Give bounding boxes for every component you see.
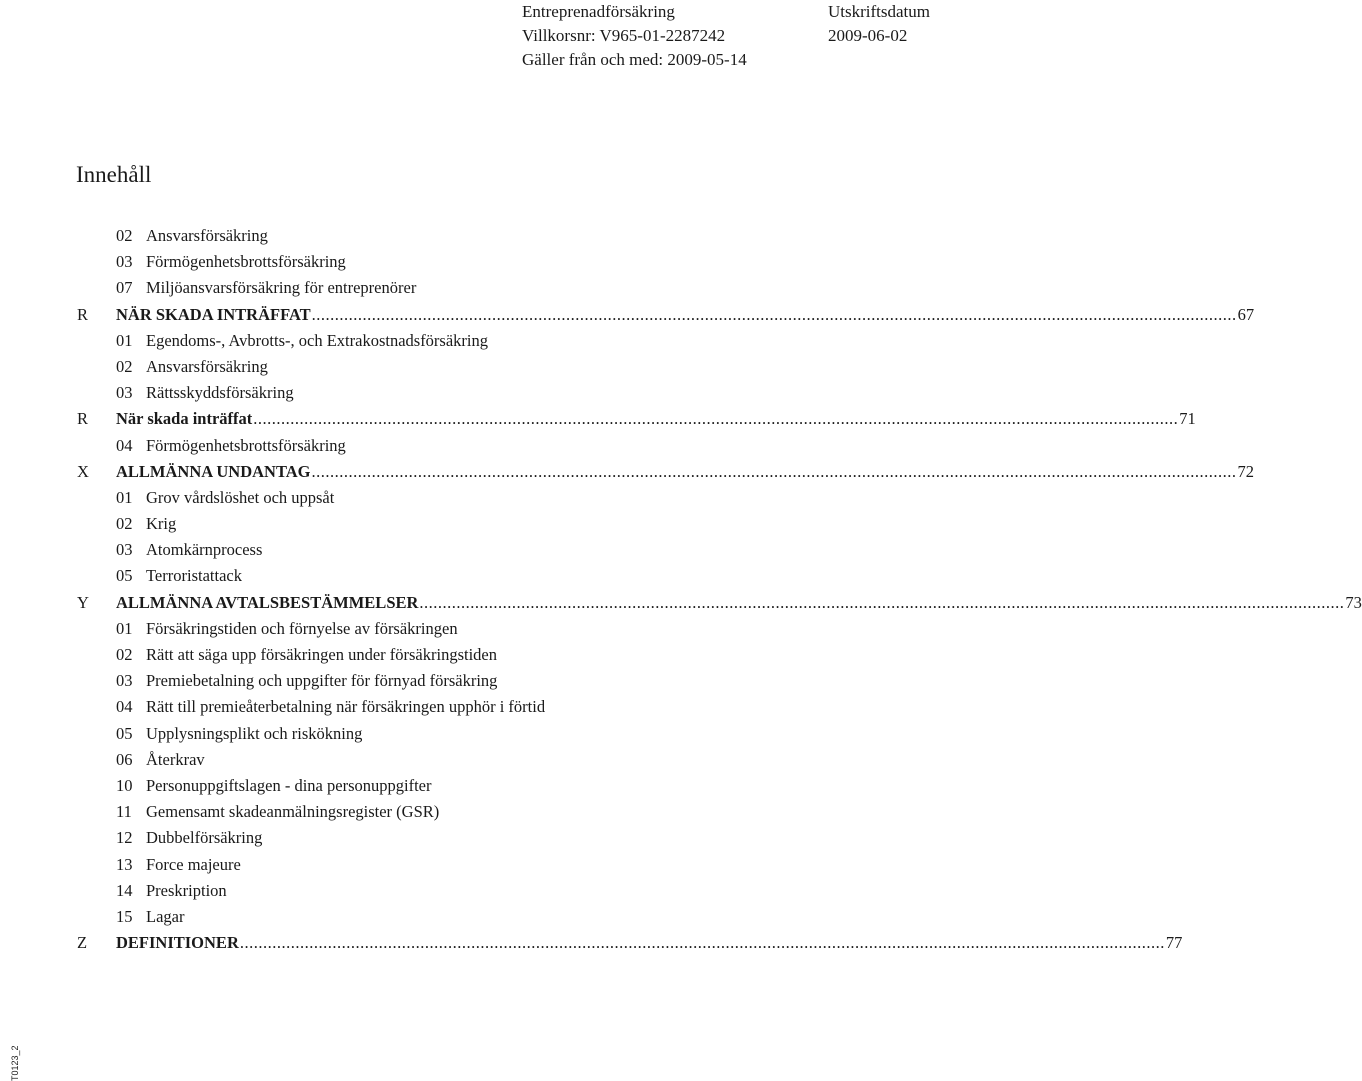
toc-item-number: 02 xyxy=(116,514,133,534)
dot-leader: ........................................................................................................................................................................................................ xyxy=(311,461,1237,481)
toc-section-letter: R xyxy=(77,409,89,429)
form-code xyxy=(0,1043,20,1081)
toc-item-title[interactable]: Preskription xyxy=(146,880,227,900)
toc-item-title[interactable]: Rättsskyddsförsäkring xyxy=(146,383,294,403)
toc-item-title[interactable]: Force majeure xyxy=(146,854,241,874)
toc-item-row xyxy=(0,878,960,904)
dot-leader: ........................................................................................................................................................................................................ xyxy=(311,304,1237,324)
toc-item-row xyxy=(0,616,960,642)
toc-item-number: 14 xyxy=(116,880,133,900)
toc-section-row xyxy=(0,459,1254,485)
valid-from: Gäller från och med: 2009-05-14 xyxy=(522,50,747,69)
toc-item-title[interactable]: Personuppgiftslagen - dina personuppgifter xyxy=(146,775,432,795)
print-date-label: Utskriftsdatum xyxy=(828,2,930,21)
toc-section-title: ALLMÄNNA UNDANTAG xyxy=(116,461,311,481)
toc-item-number: 07 xyxy=(116,278,133,298)
toc-section-letter: X xyxy=(77,461,89,481)
toc-item-row xyxy=(0,825,960,851)
toc-section-title: När skada inträffat xyxy=(116,409,253,429)
toc-item-number: 01 xyxy=(116,330,133,350)
toc-item-title[interactable]: Krig xyxy=(146,514,177,534)
toc-item-number: 04 xyxy=(116,697,133,717)
toc-section-link[interactable] xyxy=(116,406,1196,432)
toc-item-row xyxy=(0,249,960,275)
toc-item-number: 10 xyxy=(116,775,133,795)
toc-item-number: 01 xyxy=(116,487,133,507)
toc-item-number: 02 xyxy=(116,226,133,245)
toc-item-number: 13 xyxy=(116,854,133,874)
toc-item-row xyxy=(0,852,960,878)
toc-section-link[interactable] xyxy=(116,302,1255,328)
toc-section-title: ALLMÄNNA AVTALSBESTÄMMELSER xyxy=(116,592,419,612)
toc-section-row xyxy=(0,406,1196,432)
document-header-right xyxy=(828,0,930,48)
toc-section-row xyxy=(0,930,1183,956)
toc-item-title[interactable]: Egendoms-, Avbrotts-, och Extrakostnadsförsäkring xyxy=(146,330,489,350)
toc-item-title[interactable]: Förmögenhetsbrottsförsäkring xyxy=(146,435,346,455)
toc-item-title[interactable]: Grov vårdslöshet och uppsåt xyxy=(146,487,335,507)
toc-item-number: 05 xyxy=(116,566,133,586)
toc-item-title[interactable]: Förmögenhetsbrottsförsäkring xyxy=(146,252,346,272)
toc-item-number: 11 xyxy=(116,802,132,822)
product-name: Entreprenadförsäkring xyxy=(522,2,675,21)
dot-leader: ........................................................................................................................................................................................................ xyxy=(253,409,1179,429)
toc-item-row xyxy=(0,563,960,589)
toc-item-number: 02 xyxy=(116,645,133,664)
toc-item-row xyxy=(0,485,960,511)
toc-item-title[interactable]: Dubbelförsäkring xyxy=(146,828,263,848)
toc-item-row xyxy=(0,694,960,720)
toc-page-number: 72 xyxy=(1237,461,1254,481)
form-code-text: T0123_2 xyxy=(10,1045,20,1081)
toc-item-number: 03 xyxy=(116,540,133,560)
toc-item-number: 12 xyxy=(116,828,133,848)
toc-section-letter: Z xyxy=(77,933,88,953)
toc-item-row xyxy=(0,668,960,694)
toc-item-title[interactable]: Rätt att säga upp försäkringen under försäkringstiden xyxy=(146,645,497,664)
toc-item-title[interactable]: Miljöansvarsförsäkring för entreprenörer xyxy=(146,278,417,298)
table-of-contents xyxy=(0,223,1362,956)
toc-section-row xyxy=(0,590,1362,616)
toc-item-row xyxy=(0,511,960,537)
toc-section-letter: R xyxy=(77,304,89,324)
toc-item-number: 01 xyxy=(116,618,133,638)
dot-leader: ........................................................................................................................................................................................................ xyxy=(239,933,1165,953)
toc-section-title: NÄR SKADA INTRÄFFAT xyxy=(116,304,311,324)
toc-section-row xyxy=(0,302,1255,328)
toc-item-title[interactable]: Atomkärnprocess xyxy=(146,540,263,560)
toc-item-row xyxy=(0,773,960,799)
toc-item-row xyxy=(0,642,960,668)
toc-item-row xyxy=(0,328,960,354)
toc-item-title[interactable]: Rätt till premieåterbetalning när försäkringen upphör i förtid xyxy=(146,697,546,717)
toc-item-title[interactable]: Terroristattack xyxy=(146,566,242,586)
toc-section-link[interactable] xyxy=(116,590,1362,616)
page-title: Innehåll xyxy=(76,162,152,187)
toc-item-number: 02 xyxy=(116,356,133,376)
toc-item-number: 05 xyxy=(116,723,133,743)
toc-item-row xyxy=(0,747,960,773)
toc-item-row xyxy=(0,721,960,747)
policy-number: Villkorsnr: V965-01-2287242 xyxy=(522,26,726,45)
toc-item-number: 03 xyxy=(116,252,133,272)
toc-item-title[interactable]: Försäkringstiden och förnyelse av försäkringen xyxy=(146,618,458,638)
toc-item-number: 06 xyxy=(116,749,133,769)
toc-page-number: 71 xyxy=(1179,409,1196,429)
toc-item-title[interactable]: Ansvarsförsäkring xyxy=(146,226,268,245)
toc-section-link[interactable] xyxy=(116,930,1183,956)
document-header-left xyxy=(522,0,747,72)
toc-page-number: 73 xyxy=(1345,592,1362,612)
toc-item-title[interactable]: Lagar xyxy=(146,906,185,926)
toc-item-title[interactable]: Premiebetalning och uppgifter för förnyad försäkring xyxy=(146,671,498,691)
toc-item-title[interactable]: Återkrav xyxy=(146,749,205,769)
toc-item-row xyxy=(0,537,960,563)
toc-item-number: 04 xyxy=(116,435,133,455)
toc-item-number: 03 xyxy=(116,671,133,691)
toc-section-title: DEFINITIONER xyxy=(116,933,239,953)
toc-item-row xyxy=(0,223,960,249)
dot-leader: ........................................................................................................................................................................................................ xyxy=(419,592,1345,612)
toc-item-title[interactable]: Ansvarsförsäkring xyxy=(146,356,268,376)
toc-item-row xyxy=(0,380,960,406)
toc-item-row xyxy=(0,354,960,380)
toc-item-number: 03 xyxy=(116,383,133,403)
toc-item-row xyxy=(0,799,960,825)
toc-item-row xyxy=(0,904,960,930)
toc-item-title[interactable]: Gemensamt skadeanmälningsregister (GSR) xyxy=(146,802,440,822)
toc-item-title[interactable]: Upplysningsplikt och riskökning xyxy=(146,723,363,743)
toc-section-letter: Y xyxy=(77,592,89,612)
toc-page-number: 67 xyxy=(1237,304,1255,324)
toc-section-link[interactable] xyxy=(116,459,1254,485)
toc-page-number: 77 xyxy=(1165,933,1183,953)
toc-item-number: 15 xyxy=(116,906,133,926)
print-date-value: 2009-06-02 xyxy=(828,26,908,45)
toc-item-row xyxy=(0,433,960,459)
toc-item-row xyxy=(0,275,960,301)
